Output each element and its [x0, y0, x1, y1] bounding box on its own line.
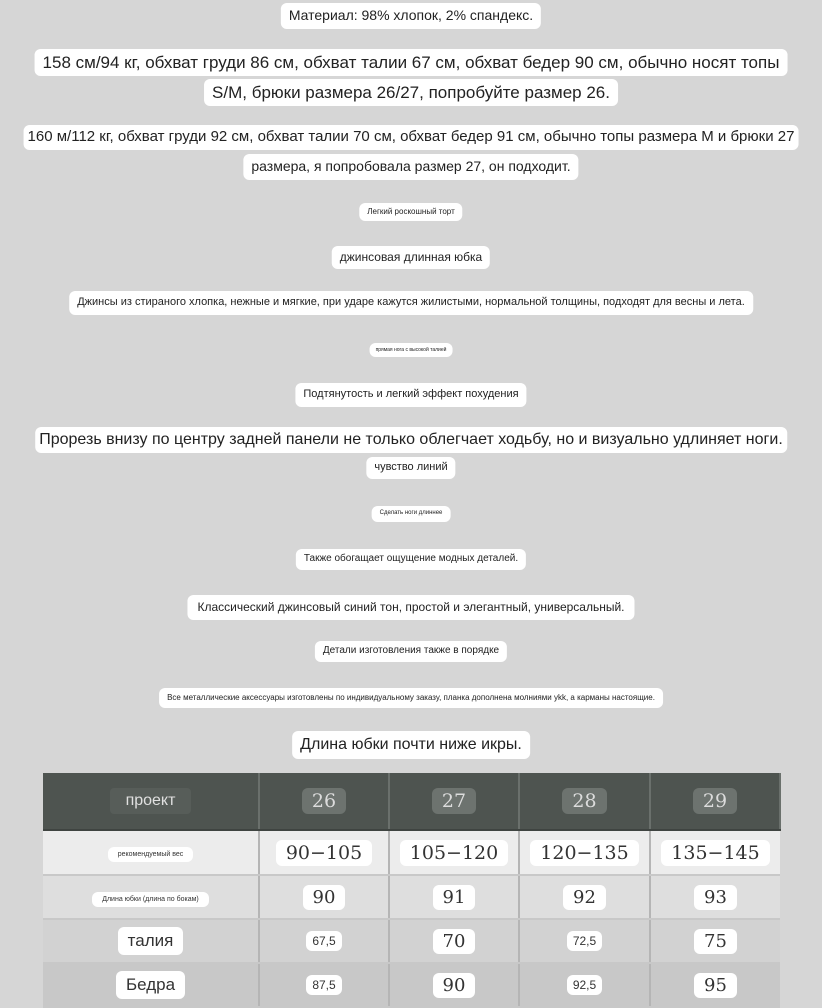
table-cell: 92,5 [567, 975, 602, 995]
table-cell: 75 [694, 929, 737, 954]
feature-metal-accessories: Все металлические аксессуары изготовлены по индивидуальному заказу, планка дополнена молниями ykk, а карманы настоящие. [159, 688, 663, 708]
table-cell: 70 [433, 929, 476, 954]
table-row [43, 875, 780, 919]
feature-line-sense: чувство линий [366, 457, 455, 479]
feature-back-slit: Прорезь внизу по центру задней панели не только облегчает ходьбу, но и визуально удлиняет ноги. [35, 427, 787, 453]
header-size: 27 [432, 788, 476, 814]
table-cell: 92 [563, 885, 606, 910]
header-label: проект [110, 788, 192, 814]
row-label-weight: рекомендуемый вес [108, 847, 194, 862]
table-cell: 105−120 [400, 840, 508, 866]
model1-line2: S/M, брюки размера 26/27, попробуйте размер 26. [204, 79, 618, 106]
header-size: 28 [562, 788, 606, 814]
feature-slimming: Подтянутость и легкий эффект похудения [295, 383, 526, 407]
table-cell: 95 [694, 973, 737, 998]
table-cell: 90 [303, 885, 346, 910]
table-cell: 67,5 [306, 931, 341, 951]
table-cell: 90−105 [276, 840, 372, 866]
skirt-length-note: Длина юбки почти ниже икры. [292, 731, 530, 759]
table-cell: 135−145 [661, 840, 769, 866]
feature-longer-legs: Сделать ноги длиннее [372, 506, 451, 522]
feature-workmanship: Детали изготовления также в порядке [315, 641, 507, 662]
feature-light-luxury: Легкий роскошный торт [359, 203, 462, 221]
table-row [43, 919, 780, 963]
row-label-skirt-length: Длина юбки (длина по бокам) [92, 892, 209, 907]
table-cell: 91 [433, 885, 476, 910]
header-size: 29 [693, 788, 737, 814]
table-row [43, 963, 780, 1007]
row-label-hips: Бедра [116, 971, 185, 999]
model1-line1: 158 см/94 кг, обхват груди 86 см, обхват талии 67 см, обхват бедер 90 см, обычно носят топы [35, 49, 788, 76]
table-cell: 93 [694, 885, 737, 910]
material-line: Материал: 98% хлопок, 2% спандекс. [281, 3, 541, 29]
feature-high-waist: прямая нога с высокой талией [370, 343, 453, 357]
table-cell: 72,5 [567, 931, 602, 951]
table-header-row [43, 773, 780, 830]
table-cell: 90 [433, 973, 476, 998]
feature-washed-cotton: Джинсы из стираного хлопка, нежные и мягкие, при ударе кажутся жилистыми, нормальной толщины, подходят для весны и лета. [69, 291, 753, 315]
table-cell: 120−135 [530, 840, 638, 866]
model2-line2: размера, я попробовала размер 27, он подходит. [243, 154, 578, 180]
table-cell: 87,5 [306, 975, 341, 995]
model2-line1: 160 м/112 кг, обхват груди 92 см, обхват талии 70 см, обхват бедер 91 см, обычно топы размера M и брюки 27 [24, 125, 799, 150]
size-table [43, 773, 781, 1008]
header-size: 26 [302, 788, 346, 814]
table-row [43, 830, 780, 875]
row-label-waist: талия [118, 927, 184, 955]
feature-fashion-details: Также обогащает ощущение модных деталей. [296, 549, 526, 570]
feature-denim-skirt: джинсовая длинная юбка [332, 246, 490, 269]
feature-classic-blue: Классический джинсовый синий тон, простой и элегантный, универсальный. [187, 595, 634, 620]
